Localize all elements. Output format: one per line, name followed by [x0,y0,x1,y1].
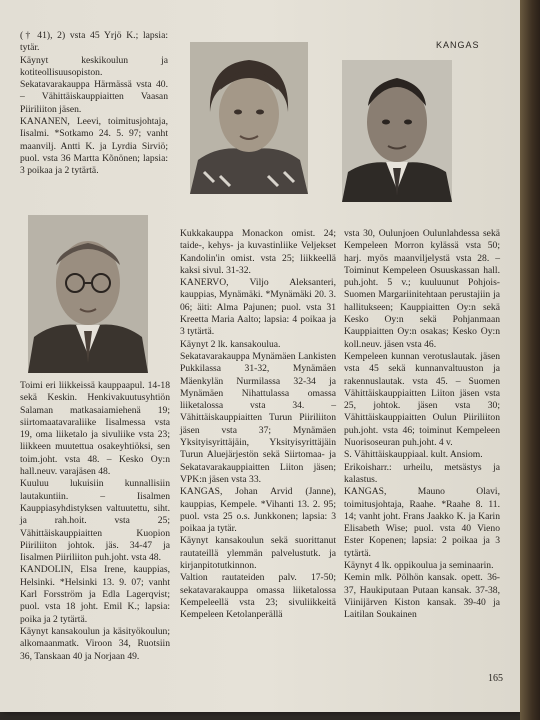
paragraph: KANERVO, Viljo Aleksanteri, kauppias, Mynämäki. *Mynämäki 20. 3. 06; äiti: Alma Pajunen; puol. vsta 31 Kreetta Maria Aalto; lapsia: 4 poikaa ja 3 tytärtä. [180,277,336,338]
page-number: 165 [488,673,503,684]
paragraph: Kukkakauppa Monackon omist. 24; taide-, kehys- ja kuvastinliike Veljekset Kandolin'in omist. vsta 25; liikkeellä kaksi sivul. 31-32. [180,228,336,276]
paragraph: Käynyt kansakoulun sekä suorittanut rautateillä ylemmän palvelustutk. ja kirjanpitotutkinnon. [180,535,336,572]
column-1-top [20,30,168,178]
paragraph: KANGAS, Johan Arvid (Janne), kauppias, Kempele. *Vihanti 13. 2. 95; puol. vsta 25 o.s. Junkkonen; lapsia: 3 poikaa ja tytär. [180,486,336,535]
paragraph: KANGAS, Mauno Olavi, toimitusjohtaja, Raahe. *Raahe 8. 11. 14; vanht joht. Frans Jaakko K. ja Karin Elisabeth Wise; puol. vsta 40 Vieno Ester Kopenen; lapsia: 2 poikaa ja 3 tytärtä. [344,486,500,559]
paragraph: Käynyt 4 lk. oppikoulua ja seminaarin. [344,560,494,572]
paragraph: Erikoisharr.: urheilu, metsästys ja kalastus. [344,461,500,485]
paragraph: vsta 30, Oulunjoen Oulunlahdessa sekä Kempeleen Morron kylässä vsta 50; harj. myös maanviljelystä vsta 28. – Toiminut Kempeleen Osuuskassan hall. puh.joht. 5 v.; kuuluunut Pohjois-Suomen Margariinitehtaan perustajiin ja hallitukseen; Kauppiaitten Oy:n sekä Kesko Oy:n sekä Pohjanmaan Kauppiaitten Oy:n osakas; Kesko Oy:n koll.neuv. jäsen vsta 46. [344,228,500,350]
man-portrait-right [342,60,452,202]
paragraph: Kuuluu lukuisiin kunnallisiin lautakuntiin. – Iisalmen Kauppiasyhdistyksen valtuutettu, siht. ja rah.hoit. vsta 25; Vähittäiskauppiaitten Kuopion Piiriliiton johtok. jäs. 34-47 ja Iisalmen Piiriliiton puh.joht. vsta 48. [20,478,170,564]
paragraph: Käynyt keskikoulun ja kotiteollisuusopiston. [20,54,168,78]
paragraph: Kempeleen kunnan verotuslautak. jäsen vsta 45 sekä kunnanvaltuuston ja rakennuslautak. vsta 45. – Suomen Vähittäiskauppiaitten Liiton jäsen vsta 25, johtok. jäsen vsta 30; Vähittäiskauppiaitten Oulun Piiriliiton puh.joht. vsta 46; toiminut Kempeleen Nuorisoseuran puh.joht. 4 v. [344,350,500,449]
paragraph: Sekatavarakauppa Härmässä vsta 40. – Vähittäiskauppiaitten Vaasan Piiriliiton jäsen. [20,79,168,115]
paragraph: Käynyt 2 lk. kansakoulua. [180,338,281,350]
paragraph: S. Vähittäiskauppiaal. kult. Ansiom. [344,449,483,461]
running-header: KANGAS [436,40,480,50]
woman-portrait [190,42,308,194]
book-spine [520,0,540,720]
man-glasses-portrait [28,215,148,373]
paragraph: KANDOLIN, Elsa Irene, kauppias, Helsinki. *Helsinki 13. 9. 07; vanht Karl Forsström ja Edla Lagerqvist; puol. vsta 18 joht. Emil K.; lapsia: poika ja 2 tytärtä. [20,564,170,625]
paragraph: Käynyt kansakoulun ja käsityökoulun; alkomaanmatk. Viroon 34, Ruotsiin 36, Tanskaan 40 ja Norjaan 49. [20,625,170,662]
paragraph: KANANEN, Leevi, toimitusjohtaja, Iisalmi. *Sotkamo 24. 5. 97; vanht maanvilj. Antti K. ja Lyrdia Sirviö; puol. vsta 36 Martta Kõnönen; lapsia: 3 poikaa ja 2 tytärtä. [20,116,168,177]
paragraph: Toimi eri liikkeissä kauppaapul. 14-18 sekä Keskin. Henkivakuutusyhtiön Salaman matkasaiamiehenä 19; siirtomaatavaraliike Iisalmessa vsta 19, oma liiketalo ja sivuliike vsta 23; liikkeen muutettua osakeyhtiöksi, sen toim.joht. vsta 48. – Kesko Oy:n hall.neuv. varajäsen 48. [20,380,170,478]
paragraph: Sekatavarakauppa Mynämäen Lankisten Pukkilassa 31-32, Mynämäen Mäenkylän Nurmilassa 32-34 ja Mynämäen Nihattulassa omassa liiketalossa vsta 34. – Vähittäiskauppiaitten Turun Piiriliiton jäsen vsta 37; Mynämäen Yksityisyrittäjäin, Yksityisyrittäjäin Turun Aluejärjestön sekä Siirtomaa- ja Sekatavarakauppiaitten Liiton jäsen; VPK:n jäsen vsta 33. [180,350,336,485]
paragraph: Kemin mlk. Pölhön kansak. opett. 36-37, Haukiputaan Putaan kansak. 37-38, Viinijärven Kiston kansak. 39-40 ja Laitilan Soukainen [344,572,500,621]
column-3 [344,228,500,622]
column-2 [180,228,336,622]
paragraph: († 41), 2) vsta 45 Yrjö K.; lapsia: tytär. [20,30,168,54]
paragraph: Valtion rautateiden palv. 17-50; sekatavarakauppa omassa liiketalossa Kempeleellä vsta 23; sivuliikkeitä Kempeleen Ketolanperällä [180,572,336,621]
column-1-bottom [20,380,170,663]
